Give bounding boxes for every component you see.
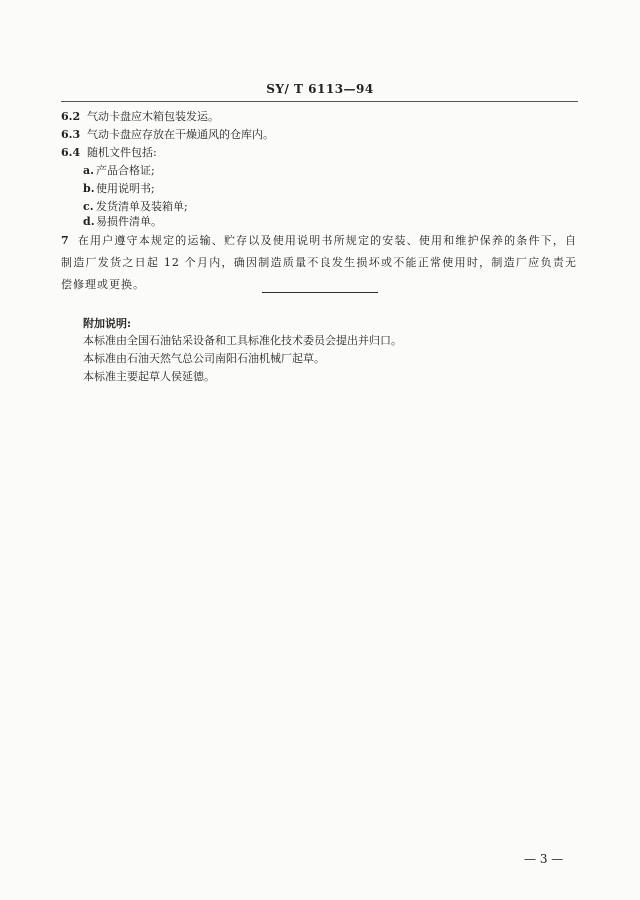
notes-line: 本标准由石油天然气总公司南阳石油机械厂起草。: [83, 352, 325, 365]
clause-7-paragraph: [61, 230, 577, 296]
header-rule: [61, 101, 578, 102]
list-item: [83, 182, 155, 196]
list-item-label: c.: [83, 200, 94, 213]
list-item: [83, 164, 155, 178]
notes-line: 本标准由全国石油钻采设备和工具标准化技术委员会提出并归口。: [83, 334, 402, 347]
list-item: [83, 200, 188, 214]
clause-number: 7: [61, 234, 70, 247]
section-text: 随机文件包括:: [87, 146, 157, 159]
section-number: 6.4: [61, 146, 81, 159]
standard-code-header: SY/ T 6113—94: [266, 82, 374, 96]
section-number: 6.3: [61, 128, 81, 141]
list-item-label: a.: [83, 164, 94, 177]
section-text: 气动卡盘应木箱包装发运。: [87, 110, 219, 123]
notes-title: 附加说明:: [83, 317, 132, 330]
list-item-label: b.: [83, 182, 95, 195]
section-number: 6.2: [61, 110, 81, 123]
notes-line: 本标准主要起草人侯延德。: [83, 370, 215, 383]
list-item-text: 产品合格证;: [96, 164, 155, 177]
list-item-label: d.: [83, 215, 95, 228]
section-6-3: [61, 128, 274, 142]
section-6-4: [61, 146, 157, 160]
section-6-2: [61, 110, 219, 124]
section-text: 气动卡盘应存放在干燥通风的仓库内。: [87, 128, 274, 141]
end-divider: [262, 292, 378, 293]
list-item-text: 易损件清单。: [96, 215, 162, 228]
list-item: [83, 215, 162, 229]
list-item-text: 发货清单及装箱单;: [96, 200, 188, 213]
page-number: — 3 —: [524, 852, 564, 866]
clause-text: 在用户遵守本规定的运输、贮存以及使用说明书所规定的安装、使用和维护保养的条件下，自制造厂发货之日起 12 个月内，确因制造质量不良发生损坏或不能正常使用时，制造厂应负责无偿修理或更换。: [61, 234, 577, 291]
list-item-text: 使用说明书;: [96, 182, 155, 195]
